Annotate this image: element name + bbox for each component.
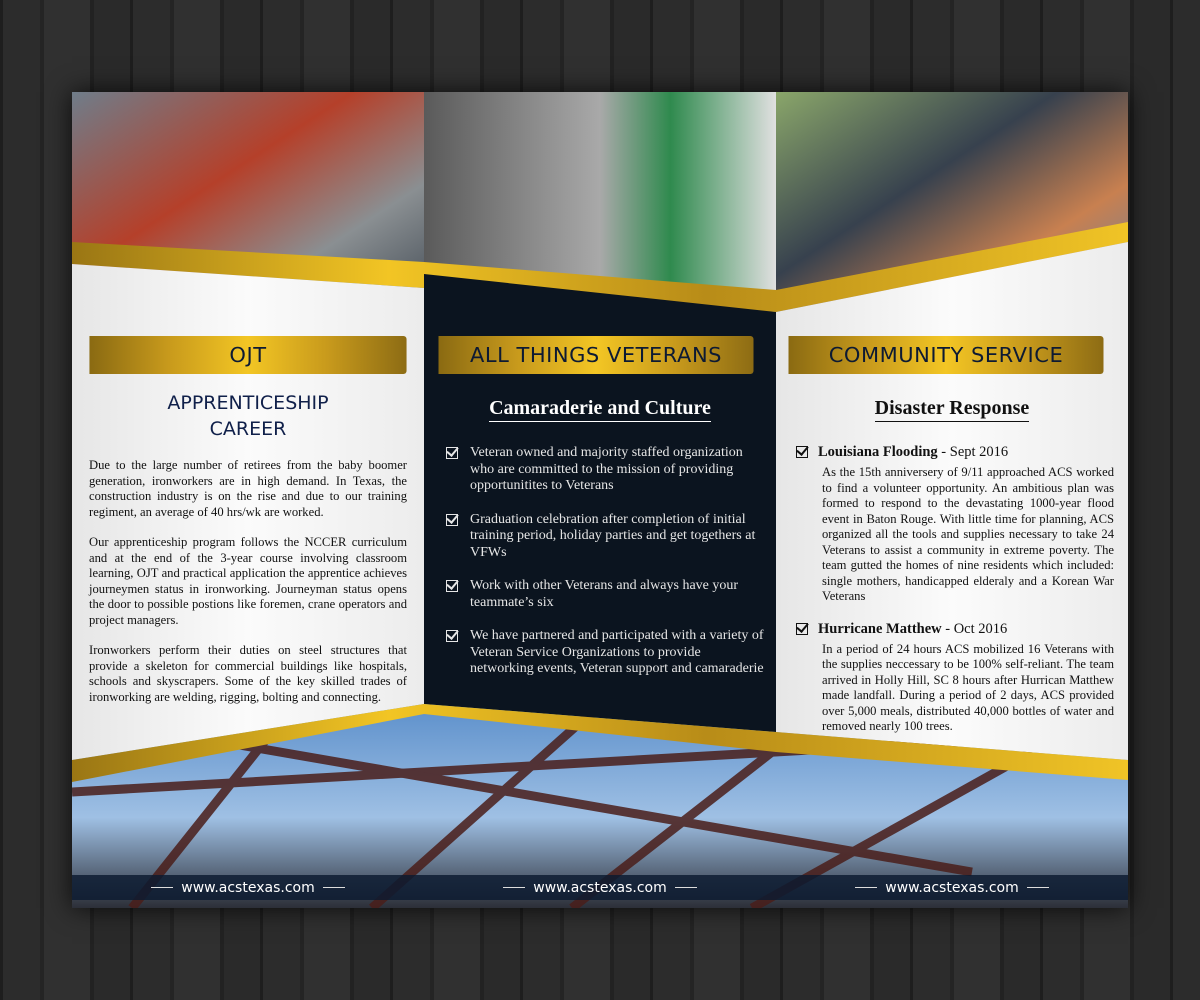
list-item: We have partnered and participated with a variety of Veteran Service Organizations to provide networking events, Veteran support and camaraderie bbox=[446, 628, 764, 678]
footer-url: www.acstexas.com bbox=[776, 875, 1128, 900]
paragraph: Due to the large number of retirees from the baby boomer generation, ironworkers are in high demand. In Texas, the construction industry is on the rise and due to our training regiment, an average of 40 hrs/wk are worked. bbox=[89, 458, 407, 519]
panel-veterans bbox=[424, 92, 776, 908]
list-item-title: Louisiana Flooding - Sept 2016 bbox=[796, 444, 1114, 461]
community-banner: COMMUNITY SERVICE bbox=[789, 336, 1104, 374]
paragraph: Ironworkers perform their duties on steel structures that provide a skeleton for commercial buildings like hospitals, schools and skyscrapers. Some of the key skilled trades of ironworking are welding, rigging, bolting and connecting. bbox=[89, 643, 407, 704]
checkbox-icon bbox=[796, 623, 808, 635]
brochure bbox=[72, 92, 1128, 908]
ojt-banner: OJT bbox=[89, 336, 406, 374]
list-item: Veteran owned and majority staffed organization who are committed to the mission of providing opportunitites to Veterans bbox=[446, 445, 764, 495]
checkbox-icon bbox=[796, 446, 808, 458]
disaster-heading: Disaster Response bbox=[776, 397, 1128, 420]
ojt-body bbox=[89, 458, 407, 720]
list-item: Graduation celebration after completion of initial training period, holiday parties and get togethers at VFWs bbox=[446, 512, 764, 562]
list-item-body: As the 15th anniversery of 9/11 approached ACS worked to find a volunteer opportunity. An ambitious plan was formed to respond to the devastating 1000-year flood event in Baton Rouge. With little time for planning, ACS organized all the tools and supplies necessary to take 24 Veterans to assist a community in extreme poverty. The team gutted the homes of nine residents which included: single mothers, handicapped elderaly and a Korean War Veterans bbox=[822, 465, 1114, 603]
checkbox-icon bbox=[446, 630, 458, 642]
disaster-list bbox=[796, 444, 1114, 751]
list-item-title: Hurricane Matthew - Oct 2016 bbox=[796, 621, 1114, 638]
veterans-banner: ALL THINGS VETERANS bbox=[439, 336, 754, 374]
panel-community bbox=[776, 92, 1128, 908]
checkbox-icon bbox=[446, 447, 458, 459]
checkbox-icon bbox=[446, 514, 458, 526]
footer-url: www.acstexas.com bbox=[424, 875, 776, 900]
list-item-body: In a period of 24 hours ACS mobilized 16 Veterans with the supplies neccessary to be 100% self-reliant. The team arrived in Holly Hill, SC 8 hours after Hurrican Matthew made landfall. During a period of 2 days, ACS provided over 5,000 meals, distributed 40,000 bottles of water and removed nearly 100 trees. bbox=[822, 641, 1114, 733]
apprenticeship-heading: APPRENTICESHIP CAREER bbox=[167, 392, 329, 440]
panel-ojt bbox=[72, 92, 424, 908]
camaraderie-heading: Camaraderie and Culture bbox=[424, 397, 776, 420]
footer-url: www.acstexas.com bbox=[72, 875, 424, 900]
list-item: Work with other Veterans and always have your teammate’s six bbox=[446, 578, 764, 611]
paragraph: Our apprenticeship program follows the NCCER curriculum and at the end of the 3-year course involving classroom learning, OJT and practical application the apprentice achieves journeymen status in ironworking. Journeyman status opens the door to possible postions like foremen, crane operators and project managers. bbox=[89, 535, 407, 627]
veterans-list bbox=[446, 445, 764, 695]
checkbox-icon bbox=[446, 580, 458, 592]
